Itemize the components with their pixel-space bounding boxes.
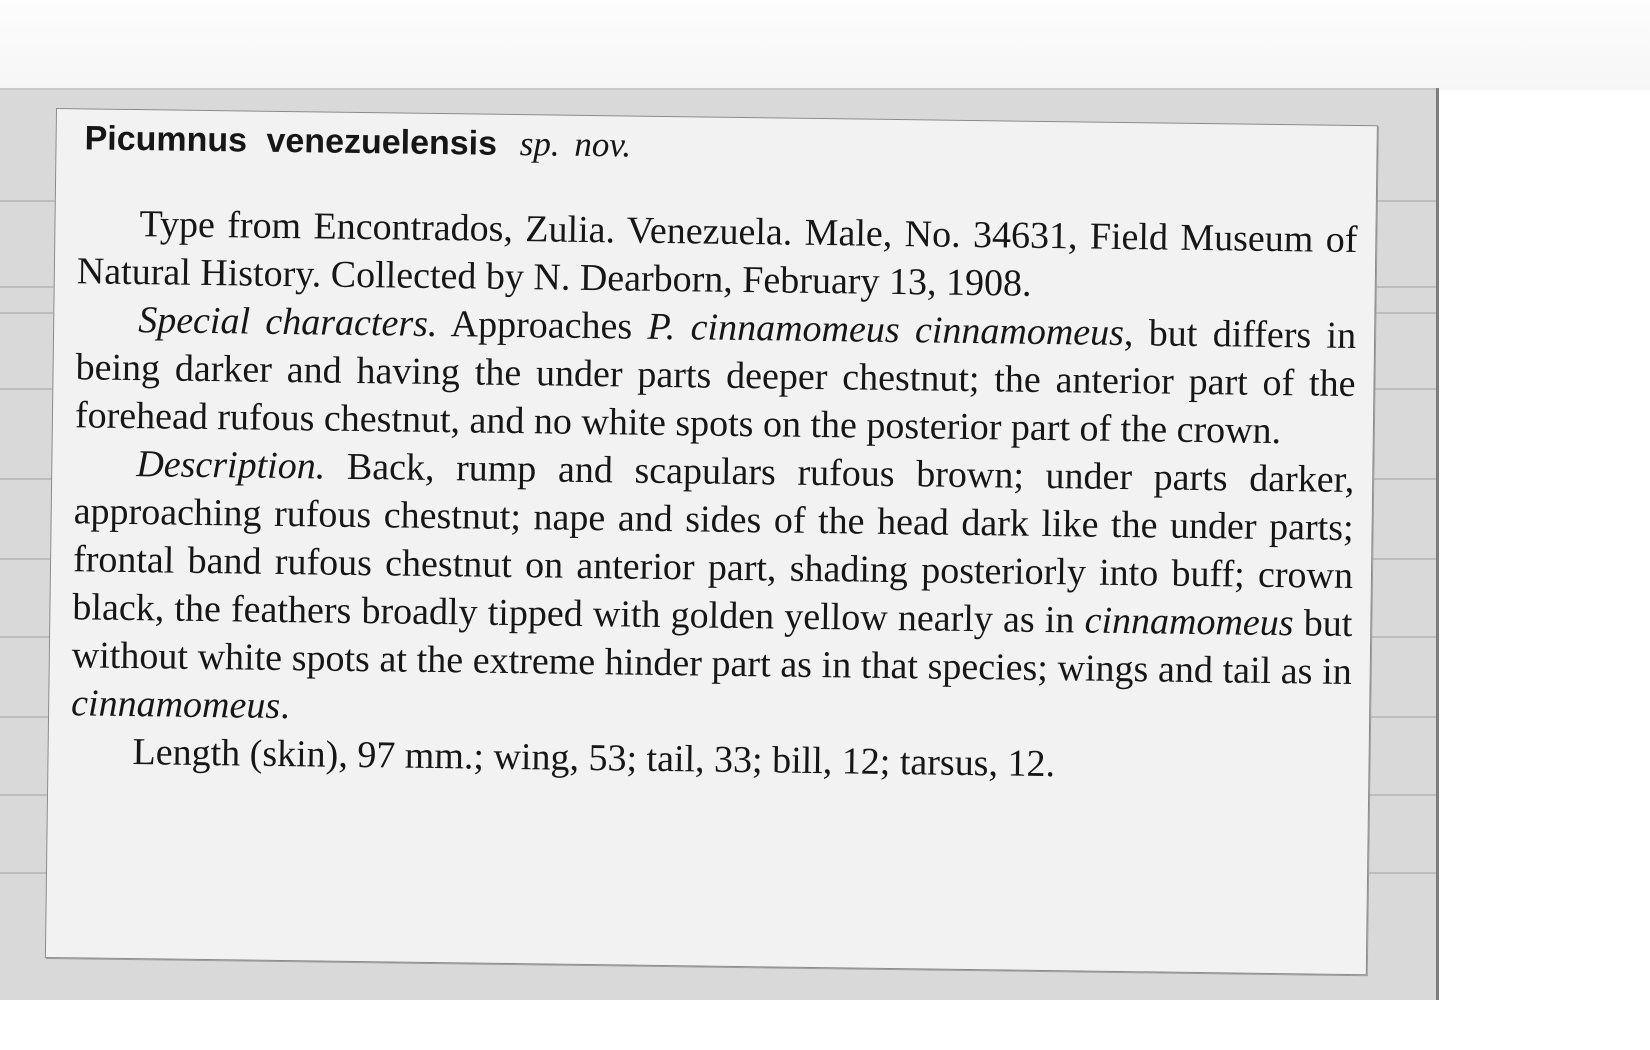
special-characters-text: Approaches [437, 303, 648, 348]
scan-background [0, 1000, 1650, 1050]
description-text: . [279, 684, 290, 728]
special-characters-heading: Special characters. [137, 299, 438, 346]
description-paragraph [71, 439, 1355, 744]
species-name: Picumnus venezuelensis [84, 119, 498, 163]
type-paragraph: Type from Encontrados, Zulia. Venezuela. Male, No. 34631, Field Museum of Natural History. Collected by N. Dearborn, February 13, 1908. [76, 203, 1358, 305]
printed-description-label [45, 108, 1378, 975]
species-reference: cinnamomeus [1084, 599, 1294, 645]
special-characters-paragraph [75, 295, 1357, 456]
species-reference: P. cinnamomeus cinnamomeus [647, 305, 1125, 354]
special-characters-text: , but differs in being darker and having the under parts deeper chestnut; the anterior part of the forehead rufous chestnut, and no white spots on the posterior part of the crown. [74, 312, 1357, 453]
species-designation: sp. nov. [519, 124, 632, 165]
description-heading: Description. [136, 443, 326, 488]
species-title [84, 117, 1358, 176]
description-text: but without white spots at the extreme hinder part as in that species; wings and tail as in [71, 602, 1353, 694]
measurements-paragraph: Length (skin), 97 mm.; wing, 53; tail, 33; bill, 12; tarsus, 12. [132, 731, 1056, 786]
species-reference: cinnamomeus [70, 682, 281, 727]
description-text: Back, rump and scapulars rufous brown; under parts darker, approaching rufous chestnut; nape and sides of the head dark like the under parts; frontal band rufous chestnut on anterior part, shading posteriorly into buff; crown black, the feathers broadly tipped with golden yellow nearly as in [72, 445, 1355, 642]
scan-background [0, 0, 1650, 90]
